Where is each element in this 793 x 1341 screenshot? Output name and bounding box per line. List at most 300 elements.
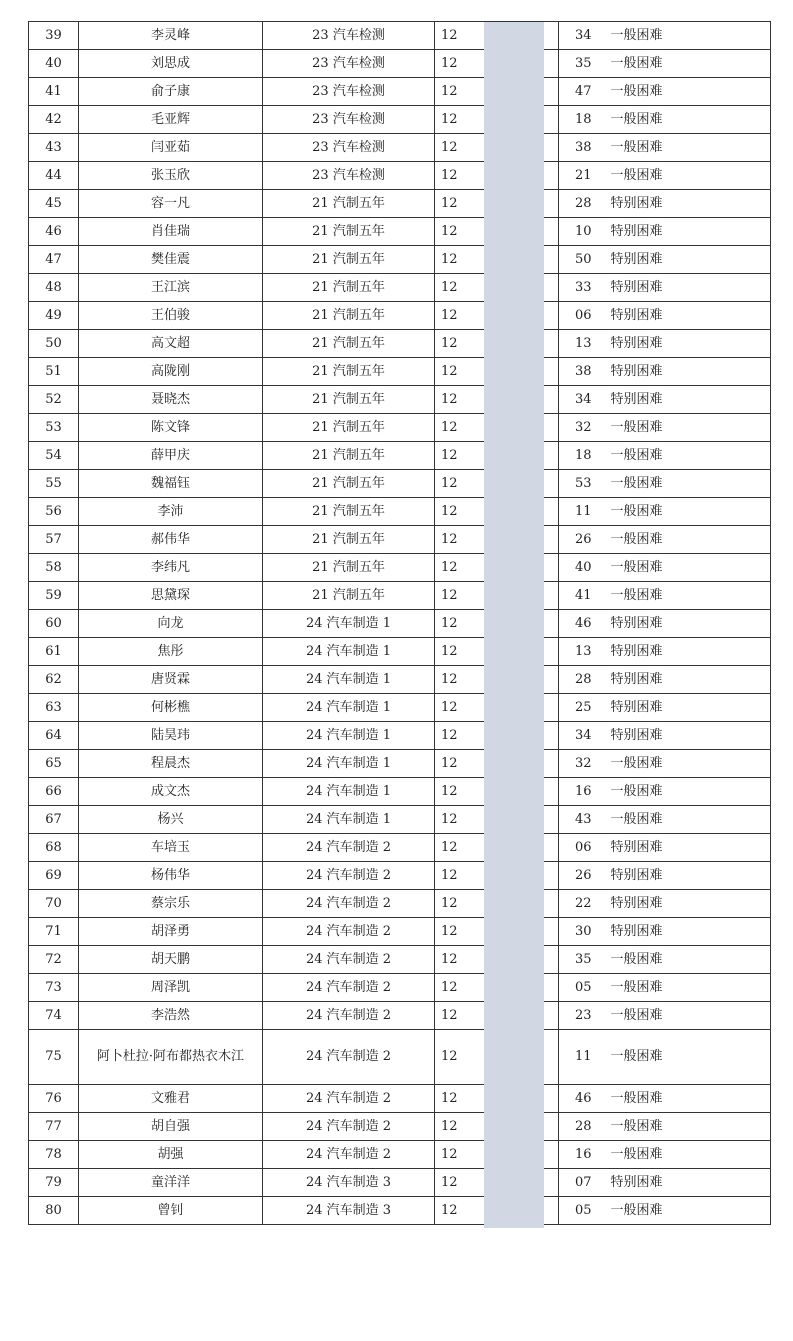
class-cell: 24 汽车制造 2 (263, 862, 435, 890)
class-cell: 24 汽车制造 1 (263, 806, 435, 834)
hardship-level: 一般困难 (610, 111, 663, 127)
id-number-prefix: 12 (441, 503, 458, 519)
student-name-cell: 程晨杰 (79, 750, 263, 778)
student-name-cell: 高文超 (79, 330, 263, 358)
student-name-cell: 李纬凡 (79, 554, 263, 582)
student-name-cell: 聂晓杰 (79, 386, 263, 414)
student-name-cell: 容一凡 (79, 190, 263, 218)
hardship-level-cell (559, 358, 771, 386)
id-number-suffix: 16 (575, 783, 592, 799)
hardship-level: 一般困难 (610, 755, 663, 771)
student-name-cell: 肖佳瑞 (79, 218, 263, 246)
student-name-cell: 刘思成 (79, 50, 263, 78)
table-row (29, 582, 771, 610)
hardship-level-cell (559, 1169, 771, 1197)
row-number-cell: 52 (29, 386, 79, 414)
student-name-cell: 陆昊玮 (79, 722, 263, 750)
id-number-suffix: 30 (575, 923, 592, 939)
id-number-suffix: 06 (575, 307, 592, 323)
row-number-cell: 54 (29, 442, 79, 470)
row-number-cell: 75 (29, 1030, 79, 1085)
hardship-level: 特别困难 (610, 699, 663, 715)
class-cell: 24 汽车制造 2 (263, 974, 435, 1002)
table-row (29, 50, 771, 78)
hardship-level: 一般困难 (610, 1090, 663, 1106)
id-number-prefix: 12 (441, 55, 458, 71)
row-number-cell: 42 (29, 106, 79, 134)
table-row (29, 1197, 771, 1225)
hardship-level: 一般困难 (610, 559, 663, 575)
hardship-level: 特别困难 (610, 391, 663, 407)
row-number-cell: 65 (29, 750, 79, 778)
table-row (29, 610, 771, 638)
row-number-cell: 46 (29, 218, 79, 246)
id-number-suffix: 40 (575, 559, 592, 575)
hardship-level-cell (559, 218, 771, 246)
hardship-level-cell (559, 974, 771, 1002)
class-cell: 24 汽车制造 1 (263, 638, 435, 666)
table-row (29, 498, 771, 526)
student-name-cell: 毛亚辉 (79, 106, 263, 134)
hardship-level-cell (559, 498, 771, 526)
id-number-prefix: 12 (441, 643, 458, 659)
class-cell: 21 汽制五年 (263, 442, 435, 470)
hardship-level: 一般困难 (610, 167, 663, 183)
student-name-cell: 李灵峰 (79, 22, 263, 50)
id-number-suffix: 13 (575, 643, 592, 659)
row-number-cell: 44 (29, 162, 79, 190)
class-cell: 24 汽车制造 1 (263, 610, 435, 638)
table-row (29, 218, 771, 246)
id-number-suffix: 10 (575, 223, 592, 239)
class-cell: 24 汽车制造 2 (263, 946, 435, 974)
row-number-cell: 55 (29, 470, 79, 498)
id-number-prefix: 12 (441, 559, 458, 575)
hardship-level-cell (559, 526, 771, 554)
hardship-level: 一般困难 (610, 447, 663, 463)
hardship-level-cell (559, 190, 771, 218)
id-number-prefix: 12 (441, 1118, 458, 1134)
id-number-prefix: 12 (441, 839, 458, 855)
row-number-cell: 70 (29, 890, 79, 918)
id-number-prefix: 12 (441, 111, 458, 127)
hardship-level: 一般困难 (610, 951, 663, 967)
id-number-suffix: 18 (575, 111, 592, 127)
class-cell: 24 汽车制造 2 (263, 1113, 435, 1141)
class-cell: 21 汽制五年 (263, 386, 435, 414)
id-number-prefix: 12 (441, 727, 458, 743)
redaction-block (484, 22, 544, 1228)
id-number-prefix: 12 (441, 951, 458, 967)
table-row (29, 1141, 771, 1169)
hardship-level: 一般困难 (610, 55, 663, 71)
table-row (29, 274, 771, 302)
hardship-level: 一般困难 (610, 1146, 663, 1162)
hardship-level-cell (559, 302, 771, 330)
student-name-cell: 胡强 (79, 1141, 263, 1169)
class-cell: 24 汽车制造 3 (263, 1169, 435, 1197)
id-number-prefix: 12 (441, 223, 458, 239)
id-number-suffix: 06 (575, 839, 592, 855)
class-cell: 21 汽制五年 (263, 498, 435, 526)
hardship-level-cell (559, 1030, 771, 1085)
id-number-suffix: 11 (575, 503, 592, 519)
hardship-level: 一般困难 (610, 1202, 663, 1218)
id-number-suffix: 47 (575, 83, 592, 99)
id-number-suffix: 35 (575, 55, 592, 71)
student-name-cell: 车培玉 (79, 834, 263, 862)
id-number-suffix: 26 (575, 867, 592, 883)
row-number-cell: 57 (29, 526, 79, 554)
id-number-prefix: 12 (441, 1090, 458, 1106)
class-cell: 21 汽制五年 (263, 190, 435, 218)
row-number-cell: 76 (29, 1085, 79, 1113)
student-name-cell: 郝伟华 (79, 526, 263, 554)
class-cell: 24 汽车制造 1 (263, 750, 435, 778)
hardship-level: 特别困难 (610, 307, 663, 323)
row-number-cell: 72 (29, 946, 79, 974)
row-number-cell: 45 (29, 190, 79, 218)
id-number-prefix: 12 (441, 699, 458, 715)
id-number-suffix: 46 (575, 615, 592, 631)
class-cell: 24 汽车制造 1 (263, 722, 435, 750)
hardship-level: 一般困难 (610, 503, 663, 519)
hardship-level-cell (559, 666, 771, 694)
id-number-suffix: 25 (575, 699, 592, 715)
hardship-level-cell (559, 470, 771, 498)
hardship-level: 特别困难 (610, 1174, 663, 1190)
id-number-suffix: 28 (575, 671, 592, 687)
class-cell: 21 汽制五年 (263, 414, 435, 442)
hardship-level-cell (559, 106, 771, 134)
student-name-cell: 思黛琛 (79, 582, 263, 610)
hardship-level: 一般困难 (610, 139, 663, 155)
student-name-cell: 向龙 (79, 610, 263, 638)
class-cell: 23 汽车检测 (263, 162, 435, 190)
hardship-level-cell (559, 722, 771, 750)
id-number-prefix: 12 (441, 1202, 458, 1218)
student-name-cell: 唐贤霖 (79, 666, 263, 694)
row-number-cell: 39 (29, 22, 79, 50)
id-number-prefix: 12 (441, 615, 458, 631)
table-row (29, 190, 771, 218)
table-row (29, 778, 771, 806)
row-number-cell: 66 (29, 778, 79, 806)
student-name-cell: 胡天鹏 (79, 946, 263, 974)
table-row (29, 246, 771, 274)
id-number-prefix: 12 (441, 475, 458, 491)
id-number-suffix: 53 (575, 475, 592, 491)
id-number-prefix: 12 (441, 307, 458, 323)
table-row (29, 78, 771, 106)
table-row (29, 974, 771, 1002)
table-row (29, 554, 771, 582)
id-number-suffix: 38 (575, 139, 592, 155)
hardship-level: 一般困难 (610, 27, 663, 43)
table-row (29, 134, 771, 162)
student-name-cell: 阿卜杜拉·阿布都热衣木江 (79, 1030, 263, 1085)
hardship-level: 特别困难 (610, 867, 663, 883)
row-number-cell: 51 (29, 358, 79, 386)
table-row (29, 638, 771, 666)
hardship-level-cell (559, 806, 771, 834)
row-number-cell: 69 (29, 862, 79, 890)
hardship-level: 一般困难 (610, 531, 663, 547)
student-name-cell: 王江滨 (79, 274, 263, 302)
id-number-suffix: 34 (575, 27, 592, 43)
student-name-cell: 闫亚茹 (79, 134, 263, 162)
id-number-prefix: 12 (441, 419, 458, 435)
student-name-cell: 胡泽勇 (79, 918, 263, 946)
hardship-level-cell (559, 414, 771, 442)
hardship-level-cell (559, 1002, 771, 1030)
hardship-level: 特别困难 (610, 335, 663, 351)
id-number-prefix: 12 (441, 1007, 458, 1023)
class-cell: 24 汽车制造 1 (263, 778, 435, 806)
id-number-prefix: 12 (441, 363, 458, 379)
hardship-level: 特别困难 (610, 279, 663, 295)
student-name-cell: 成文杰 (79, 778, 263, 806)
id-number-suffix: 13 (575, 335, 592, 351)
row-number-cell: 43 (29, 134, 79, 162)
table-row (29, 806, 771, 834)
student-name-cell: 胡自强 (79, 1113, 263, 1141)
class-cell: 21 汽制五年 (263, 582, 435, 610)
row-number-cell: 61 (29, 638, 79, 666)
id-number-suffix: 33 (575, 279, 592, 295)
hardship-level: 一般困难 (610, 587, 663, 603)
student-name-cell: 周泽凯 (79, 974, 263, 1002)
class-cell: 24 汽车制造 1 (263, 666, 435, 694)
student-name-cell: 薛甲庆 (79, 442, 263, 470)
hardship-level: 一般困难 (610, 83, 663, 99)
hardship-level: 一般困难 (610, 1007, 663, 1023)
id-number-prefix: 12 (441, 1146, 458, 1162)
id-number-prefix: 12 (441, 139, 458, 155)
table-row (29, 386, 771, 414)
id-number-prefix: 12 (441, 867, 458, 883)
row-number-cell: 68 (29, 834, 79, 862)
id-number-prefix: 12 (441, 923, 458, 939)
hardship-level-cell (559, 638, 771, 666)
id-number-suffix: 28 (575, 195, 592, 211)
table-row (29, 330, 771, 358)
class-cell: 24 汽车制造 2 (263, 890, 435, 918)
hardship-level: 特别困难 (610, 839, 663, 855)
row-number-cell: 77 (29, 1113, 79, 1141)
hardship-level: 一般困难 (610, 419, 663, 435)
hardship-level: 特别困难 (610, 727, 663, 743)
row-number-cell: 41 (29, 78, 79, 106)
student-name-cell: 李浩然 (79, 1002, 263, 1030)
class-cell: 24 汽车制造 2 (263, 1141, 435, 1169)
row-number-cell: 58 (29, 554, 79, 582)
table-row (29, 834, 771, 862)
hardship-level-cell (559, 442, 771, 470)
table-row (29, 666, 771, 694)
hardship-level-cell (559, 134, 771, 162)
id-number-prefix: 12 (441, 671, 458, 687)
row-number-cell: 79 (29, 1169, 79, 1197)
hardship-level-cell (559, 750, 771, 778)
class-cell: 24 汽车制造 1 (263, 694, 435, 722)
hardship-level: 一般困难 (610, 811, 663, 827)
student-name-cell: 杨兴 (79, 806, 263, 834)
hardship-level: 一般困难 (610, 475, 663, 491)
row-number-cell: 78 (29, 1141, 79, 1169)
hardship-level-cell (559, 946, 771, 974)
id-number-suffix: 41 (575, 587, 592, 603)
hardship-level: 特别困难 (610, 223, 663, 239)
hardship-level-cell (559, 582, 771, 610)
student-name-cell: 蔡宗乐 (79, 890, 263, 918)
hardship-level-cell (559, 1085, 771, 1113)
id-number-suffix: 38 (575, 363, 592, 379)
hardship-level: 特别困难 (610, 615, 663, 631)
table-row (29, 442, 771, 470)
id-number-prefix: 12 (441, 895, 458, 911)
table-row (29, 302, 771, 330)
hardship-level-cell (559, 330, 771, 358)
class-cell: 21 汽制五年 (263, 554, 435, 582)
student-name-cell: 何彬樵 (79, 694, 263, 722)
hardship-level-cell (559, 246, 771, 274)
row-number-cell: 62 (29, 666, 79, 694)
id-number-suffix: 16 (575, 1146, 592, 1162)
table-row (29, 694, 771, 722)
id-number-prefix: 12 (441, 279, 458, 295)
hardship-level: 特别困难 (610, 643, 663, 659)
class-cell: 21 汽制五年 (263, 330, 435, 358)
table-row (29, 162, 771, 190)
row-number-cell: 71 (29, 918, 79, 946)
id-number-prefix: 12 (441, 1174, 458, 1190)
row-number-cell: 47 (29, 246, 79, 274)
row-number-cell: 73 (29, 974, 79, 1002)
id-number-prefix: 12 (441, 811, 458, 827)
hardship-level-cell (559, 778, 771, 806)
hardship-level-cell (559, 274, 771, 302)
row-number-cell: 53 (29, 414, 79, 442)
table-row (29, 918, 771, 946)
table-row (29, 722, 771, 750)
id-number-prefix: 12 (441, 783, 458, 799)
hardship-level: 特别困难 (610, 251, 663, 267)
id-number-suffix: 18 (575, 447, 592, 463)
hardship-level-cell (559, 834, 771, 862)
table-row (29, 1002, 771, 1030)
class-cell: 21 汽制五年 (263, 302, 435, 330)
class-cell: 21 汽制五年 (263, 358, 435, 386)
id-number-suffix: 32 (575, 419, 592, 435)
table-row (29, 414, 771, 442)
id-number-suffix: 07 (575, 1174, 592, 1190)
hardship-level-cell (559, 1113, 771, 1141)
id-number-prefix: 12 (441, 391, 458, 407)
id-number-prefix: 12 (441, 195, 458, 211)
hardship-level: 特别困难 (610, 895, 663, 911)
student-name-cell: 文雅君 (79, 1085, 263, 1113)
class-cell: 23 汽车检测 (263, 50, 435, 78)
row-number-cell: 40 (29, 50, 79, 78)
hardship-level: 一般困难 (610, 1118, 663, 1134)
hardship-level-cell (559, 78, 771, 106)
id-number-suffix: 50 (575, 251, 592, 267)
student-table (28, 21, 771, 1225)
class-cell: 24 汽车制造 2 (263, 1002, 435, 1030)
hardship-level: 一般困难 (610, 979, 663, 995)
id-number-prefix: 12 (441, 251, 458, 267)
class-cell: 23 汽车检测 (263, 22, 435, 50)
student-name-cell: 魏福钰 (79, 470, 263, 498)
id-number-suffix: 34 (575, 727, 592, 743)
row-number-cell: 56 (29, 498, 79, 526)
id-number-suffix: 05 (575, 1202, 592, 1218)
table-row (29, 358, 771, 386)
table-body (29, 22, 771, 1225)
id-number-suffix: 35 (575, 951, 592, 967)
student-name-cell: 李沛 (79, 498, 263, 526)
class-cell: 21 汽制五年 (263, 526, 435, 554)
student-name-cell: 童洋洋 (79, 1169, 263, 1197)
table-row (29, 1169, 771, 1197)
student-name-cell: 陈文锋 (79, 414, 263, 442)
id-number-suffix: 46 (575, 1090, 592, 1106)
hardship-level: 一般困难 (610, 1049, 663, 1064)
id-number-prefix: 12 (441, 83, 458, 99)
row-number-cell: 63 (29, 694, 79, 722)
hardship-level-cell (559, 862, 771, 890)
hardship-level-cell (559, 50, 771, 78)
id-number-prefix: 12 (441, 1049, 458, 1064)
table-row (29, 1113, 771, 1141)
row-number-cell: 60 (29, 610, 79, 638)
class-cell: 24 汽车制造 2 (263, 1030, 435, 1085)
id-number-suffix: 28 (575, 1118, 592, 1134)
table-row (29, 946, 771, 974)
row-number-cell: 48 (29, 274, 79, 302)
table-row (29, 470, 771, 498)
class-cell: 24 汽车制造 2 (263, 1085, 435, 1113)
table-row (29, 750, 771, 778)
id-number-prefix: 12 (441, 979, 458, 995)
row-number-cell: 80 (29, 1197, 79, 1225)
student-name-cell: 俞子康 (79, 78, 263, 106)
id-number-suffix: 23 (575, 1007, 592, 1023)
id-number-prefix: 12 (441, 755, 458, 771)
table-row (29, 22, 771, 50)
id-number-suffix: 22 (575, 895, 592, 911)
id-number-suffix: 43 (575, 811, 592, 827)
hardship-level-cell (559, 1197, 771, 1225)
hardship-level-cell (559, 554, 771, 582)
id-number-suffix: 11 (575, 1049, 592, 1064)
hardship-level: 一般困难 (610, 783, 663, 799)
id-number-prefix: 12 (441, 167, 458, 183)
id-number-suffix: 26 (575, 531, 592, 547)
id-number-suffix: 05 (575, 979, 592, 995)
id-number-prefix: 12 (441, 27, 458, 43)
hardship-level-cell (559, 162, 771, 190)
row-number-cell: 64 (29, 722, 79, 750)
table-row (29, 106, 771, 134)
table-row (29, 890, 771, 918)
hardship-level-cell (559, 918, 771, 946)
hardship-level: 特别困难 (610, 363, 663, 379)
class-cell: 23 汽车检测 (263, 78, 435, 106)
id-number-suffix: 21 (575, 167, 592, 183)
table-row (29, 526, 771, 554)
